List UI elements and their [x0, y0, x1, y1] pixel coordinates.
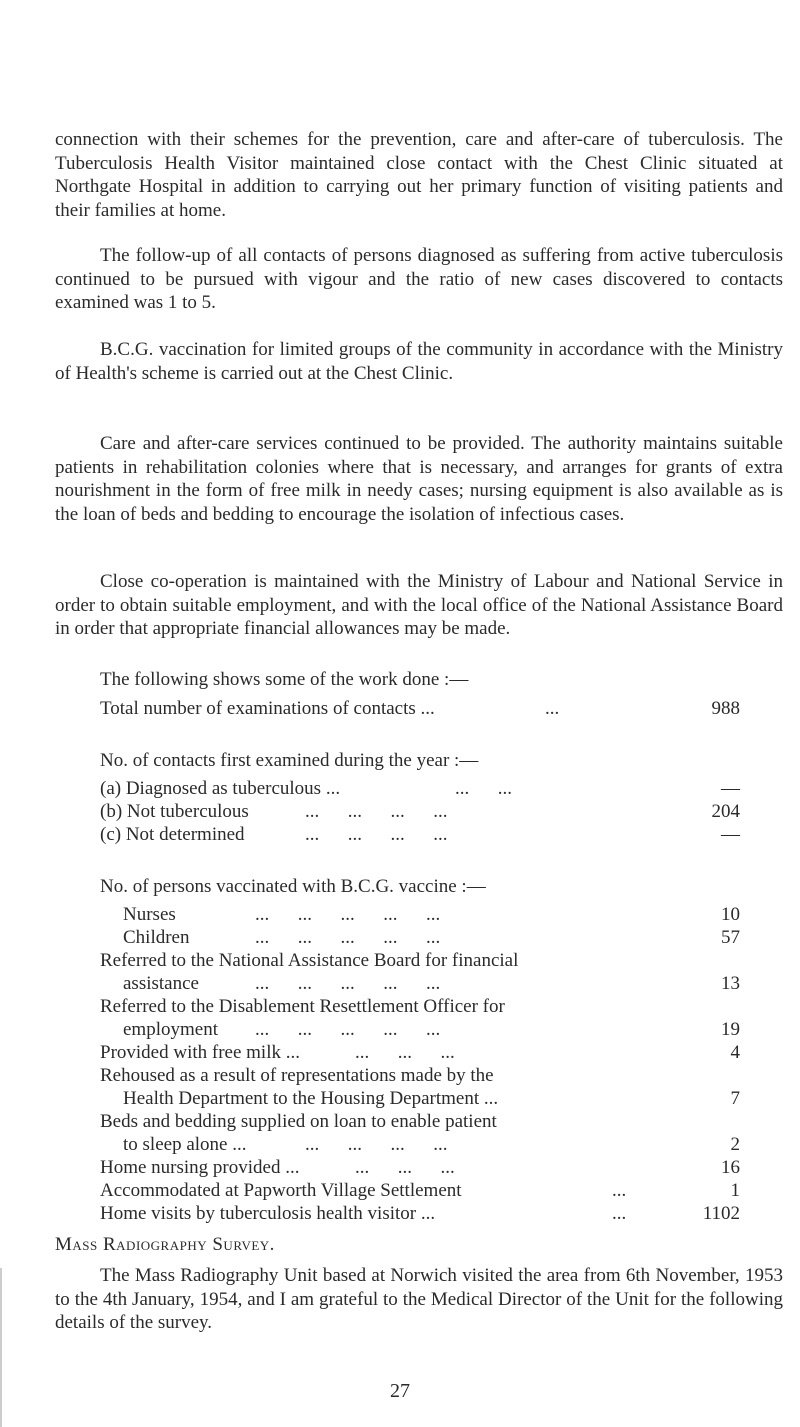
- first-examined-b-label: (b) Not tuberculous: [100, 801, 249, 822]
- home-nursing-value: 16: [721, 1157, 740, 1178]
- nurses-value: 10: [721, 904, 740, 925]
- home-nursing-dots: ... ... ...: [355, 1157, 455, 1178]
- children-dots: ... ... ... ... ...: [255, 927, 441, 948]
- first-examined-c-label: (c) Not determined: [100, 824, 245, 845]
- beds-dots: ... ... ... ...: [305, 1134, 448, 1155]
- work-intro: The following shows some of the work done :—: [100, 669, 469, 690]
- beds-value: 2: [730, 1134, 740, 1155]
- first-examined-a-label: (a) Diagnosed as tuberculous ...: [100, 778, 341, 799]
- total-examinations-label: Total number of examinations of contacts ...: [100, 698, 435, 719]
- first-examined-a-dots: ... ...: [455, 778, 512, 799]
- nurses-dots: ... ... ... ... ...: [255, 904, 441, 925]
- papworth-dots: ...: [612, 1180, 627, 1201]
- nab-label-line1: Referred to the National Assistance Board for financial: [100, 950, 519, 971]
- rehoused-value: 7: [730, 1088, 740, 1109]
- milk-label: Provided with free milk ...: [100, 1042, 300, 1063]
- rehoused-label-line1: Rehoused as a result of representations made by the: [100, 1065, 494, 1086]
- dro-dots: ... ... ... ... ...: [255, 1019, 441, 1040]
- first-examined-heading: No. of contacts first examined during the year :—: [100, 750, 479, 771]
- home-visits-label: Home visits by tuberculosis health visitor ...: [100, 1203, 436, 1224]
- first-examined-c-dots: ... ... ... ...: [305, 824, 448, 845]
- rehoused-label-line2: Health Department to the Housing Department ...: [123, 1088, 499, 1109]
- milk-value: 4: [730, 1042, 740, 1063]
- paragraph-cooperation: Close co-operation is maintained with the Ministry of Labour and National Service in order to obtain suitable employment, and with the local office of the National Assistance Board in order that appropriate financial allowances may be made.: [55, 571, 783, 639]
- paragraph-care: Care and after-care services continued to be provided. The authority maintains suitable patients in rehabilitation colonies where that is necessary, and arranges for grants of extra nourishment in the form of free milk in needy cases; nursing equipment is also available as is the loan of beds and bedding to encourage the isolation of infectious cases.: [55, 433, 783, 525]
- milk-dots: ... ... ...: [355, 1042, 455, 1063]
- nab-value: 13: [721, 973, 740, 994]
- papworth-label: Accommodated at Papworth Village Settlement: [100, 1180, 462, 1201]
- home-nursing-label: Home nursing provided ...: [100, 1157, 300, 1178]
- nurses-label: Nurses: [123, 904, 176, 925]
- paragraph-bcg: B.C.G. vaccination for limited groups of the community in accordance with the Ministry of Health's scheme is carried out at the Chest Clinic.: [55, 339, 783, 384]
- paragraph-tb-health-visitor: connection with their schemes for the prevention, care and after-care of tuberculosis. The Tuberculosis Health Visitor maintained close contact with the Chest Clinic situated at Northgate Hospital in addition to carrying out her primary function of visiting patients and their families at home.: [55, 129, 783, 221]
- children-label: Children: [123, 927, 190, 948]
- total-examinations-dots: ...: [545, 698, 560, 719]
- home-visits-value: 1102: [702, 1203, 740, 1224]
- beds-label-line2: to sleep alone ...: [123, 1134, 247, 1155]
- home-visits-dots: ...: [612, 1203, 627, 1224]
- first-examined-b-value: 204: [711, 801, 740, 822]
- first-examined-a-value: —: [721, 778, 740, 799]
- nab-label-line2: assistance: [123, 973, 199, 994]
- first-examined-c-value: —: [721, 824, 740, 845]
- mass-radiography-heading: Mass Radiography Survey.: [55, 1234, 275, 1255]
- children-value: 57: [721, 927, 740, 948]
- scan-edge-line: [0, 1268, 2, 1427]
- mass-radiography-paragraph: The Mass Radiography Unit based at Norwich visited the area from 6th November, 1953 to the 4th January, 1954, and I am grateful to the Medical Director of the Unit for the following details of the survey.: [55, 1265, 783, 1333]
- first-examined-b-dots: ... ... ... ...: [305, 801, 448, 822]
- papworth-value: 1: [730, 1180, 740, 1201]
- vaccinated-heading: No. of persons vaccinated with B.C.G. vaccine :—: [100, 876, 486, 897]
- paragraph-follow-up: The follow-up of all contacts of persons diagnosed as suffering from active tuberculosis continued to be pursued with vigour and the ratio of new cases discovered to contacts examined was 1 to 5.: [55, 245, 783, 313]
- total-examinations-value: 988: [711, 698, 740, 719]
- dro-value: 19: [721, 1019, 740, 1040]
- dro-label-line1: Referred to the Disablement Resettlement Officer for: [100, 996, 505, 1017]
- page-number: 27: [390, 1380, 410, 1402]
- nab-dots: ... ... ... ... ...: [255, 973, 441, 994]
- beds-label-line1: Beds and bedding supplied on loan to enable patient: [100, 1111, 497, 1132]
- dro-label-line2: employment: [123, 1019, 218, 1040]
